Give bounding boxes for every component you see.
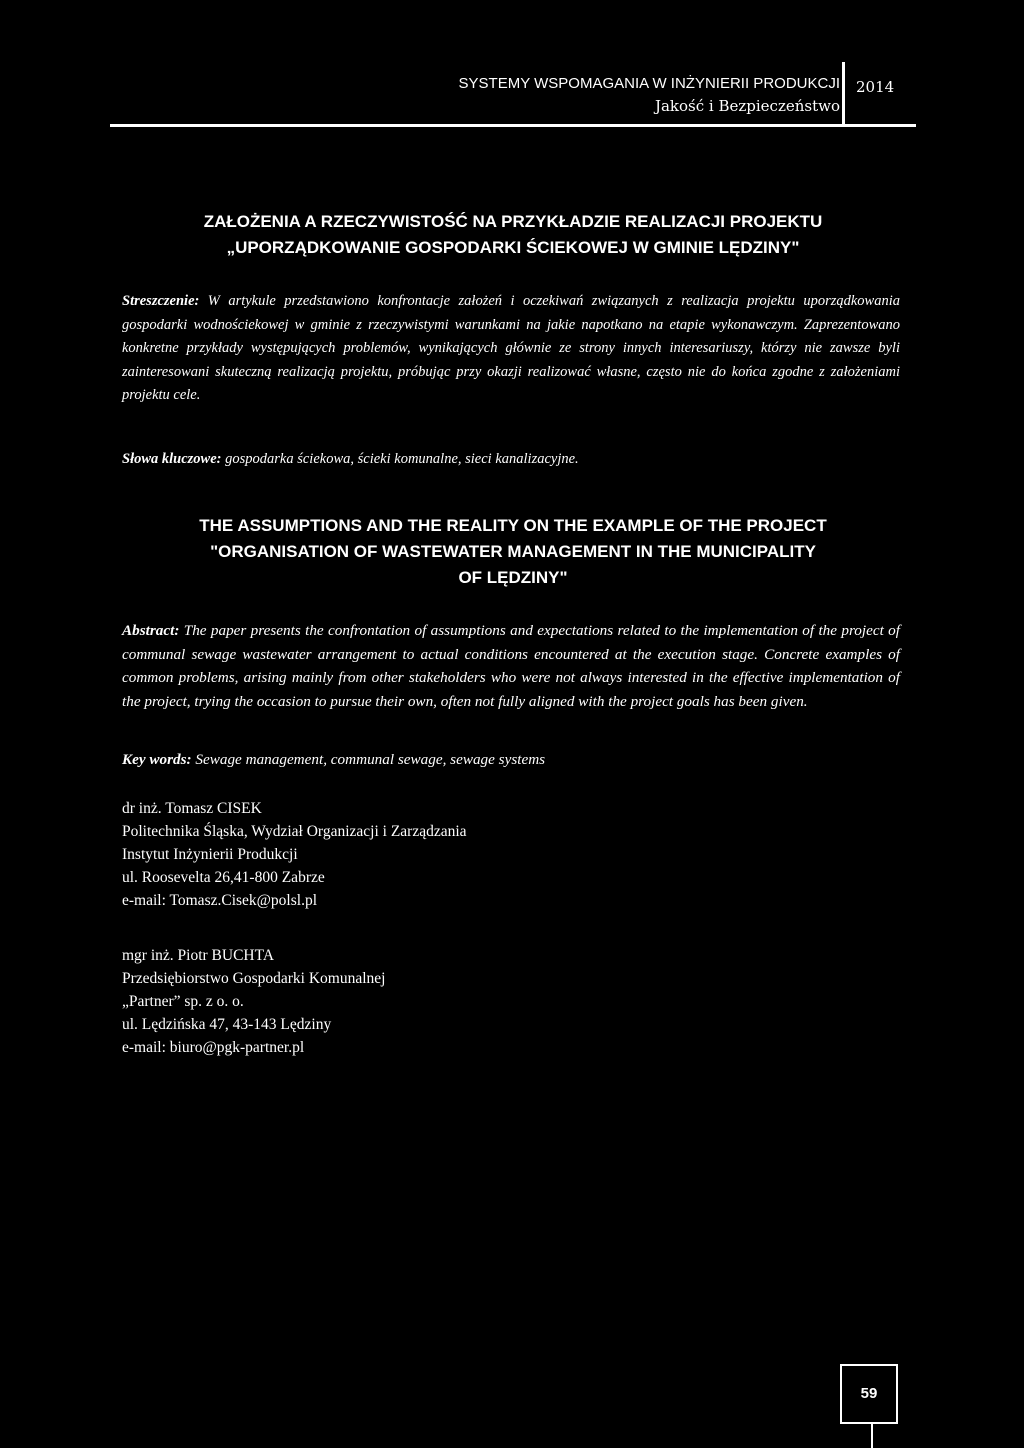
author-affiliation-line: Instytut Inżynierii Produkcji [122, 846, 298, 863]
page-number-tick [871, 1424, 873, 1448]
journal-series-title: SYSTEMY WSPOMAGANIA W INŻYNIERII PRODUKCJI [458, 75, 840, 92]
author-email: e-mail: biuro@pgk-partner.pl [122, 1039, 305, 1056]
keywords-polish-label: Słowa kluczowe: [122, 451, 222, 467]
abstract-polish [122, 290, 900, 408]
abstract-polish-label: Streszczenie: [122, 293, 200, 309]
author-affiliation-line: ul. Roosevelta 26,41-800 Zabrze [122, 869, 325, 886]
paper-title-polish [110, 209, 916, 261]
header-horizontal-rule [110, 124, 916, 127]
author-affiliation-line: „Partner” sp. z o. o. [122, 993, 244, 1010]
abstract-english [122, 619, 900, 713]
title-polish-line-2: „UPORZĄDKOWANIE GOSPODARKI ŚCIEKOWEJ W GMINIE LĘDZINY" [226, 238, 800, 257]
keywords-english-label: Key words: [122, 751, 192, 768]
author-block [122, 797, 467, 912]
journal-year: 2014 [856, 78, 895, 96]
keywords-english-text: Sewage management, communal sewage, sewage systems [195, 751, 546, 768]
paper-title-english [110, 513, 916, 591]
title-english-line-3: OF LĘDZINY" [458, 568, 568, 587]
author-affiliation-line: Przedsiębiorstwo Gospodarki Komunalnej [122, 970, 386, 987]
header-vertical-divider [842, 62, 845, 127]
author-affiliation-line: ul. Lędzińska 47, 43-143 Lędziny [122, 1016, 332, 1033]
title-polish-line-1: ZAŁOŻENIA A RZECZYWISTOŚĆ NA PRZYKŁADZIE REALIZACJI PROJEKTU [203, 212, 823, 231]
journal-subtitle: Jakość i Bezpieczeństwo [654, 97, 840, 115]
abstract-english-label: Abstract: [122, 622, 180, 639]
keywords-polish-text: gospodarka ściekowa, ścieki komunalne, sieci kanalizacyjne. [225, 451, 579, 467]
author-affiliation-line: Politechnika Śląska, Wydział Organizacji i Zarządzania [122, 823, 467, 840]
author-block [122, 944, 385, 1059]
keywords-english [122, 750, 900, 770]
abstract-polish-text: W artykule przedstawiono konfrontacje założeń i oczekiwań związanych z realizacja projektu uporządkowania gospodarki wodnościekowej w gminie z rzeczywistymi warunkami na jakie napotkano na etapie wykonawczym. Zaprezentowano konkretne przykłady występujących problemów, wynikających głównie ze strony innych interesariuszy, którzy nie zawsze byli zainteresowani skuteczną realizacją projektu, próbując przy okazji realizować własne, często nie do końca zgodne z założeniami projektu cele. [122, 293, 901, 403]
abstract-english-text: The paper presents the confrontation of assumptions and expectations related to the implementation of the project of communal sewage wastewater arrangement to actual conditions encountered at the execution stage. Concrete examples of common problems, arising mainly from other stakeholders who were not always interested in the effective implementation of the project, trying the occasion to pursue their own, often not fully aligned with the project goals has been given. [122, 622, 900, 710]
title-english-line-1: THE ASSUMPTIONS AND THE REALITY ON THE EXAMPLE OF THE PROJECT [199, 516, 827, 535]
keywords-polish [122, 449, 900, 469]
author-email: e-mail: Tomasz.Cisek@polsl.pl [122, 892, 318, 909]
title-english-line-2: "ORGANISATION OF WASTEWATER MANAGEMENT IN THE MUNICIPALITY [210, 542, 816, 561]
author-name: mgr inż. Piotr BUCHTA [122, 947, 275, 964]
page-number: 59 [840, 1364, 898, 1424]
author-name: dr inż. Tomasz CISEK [122, 800, 262, 817]
